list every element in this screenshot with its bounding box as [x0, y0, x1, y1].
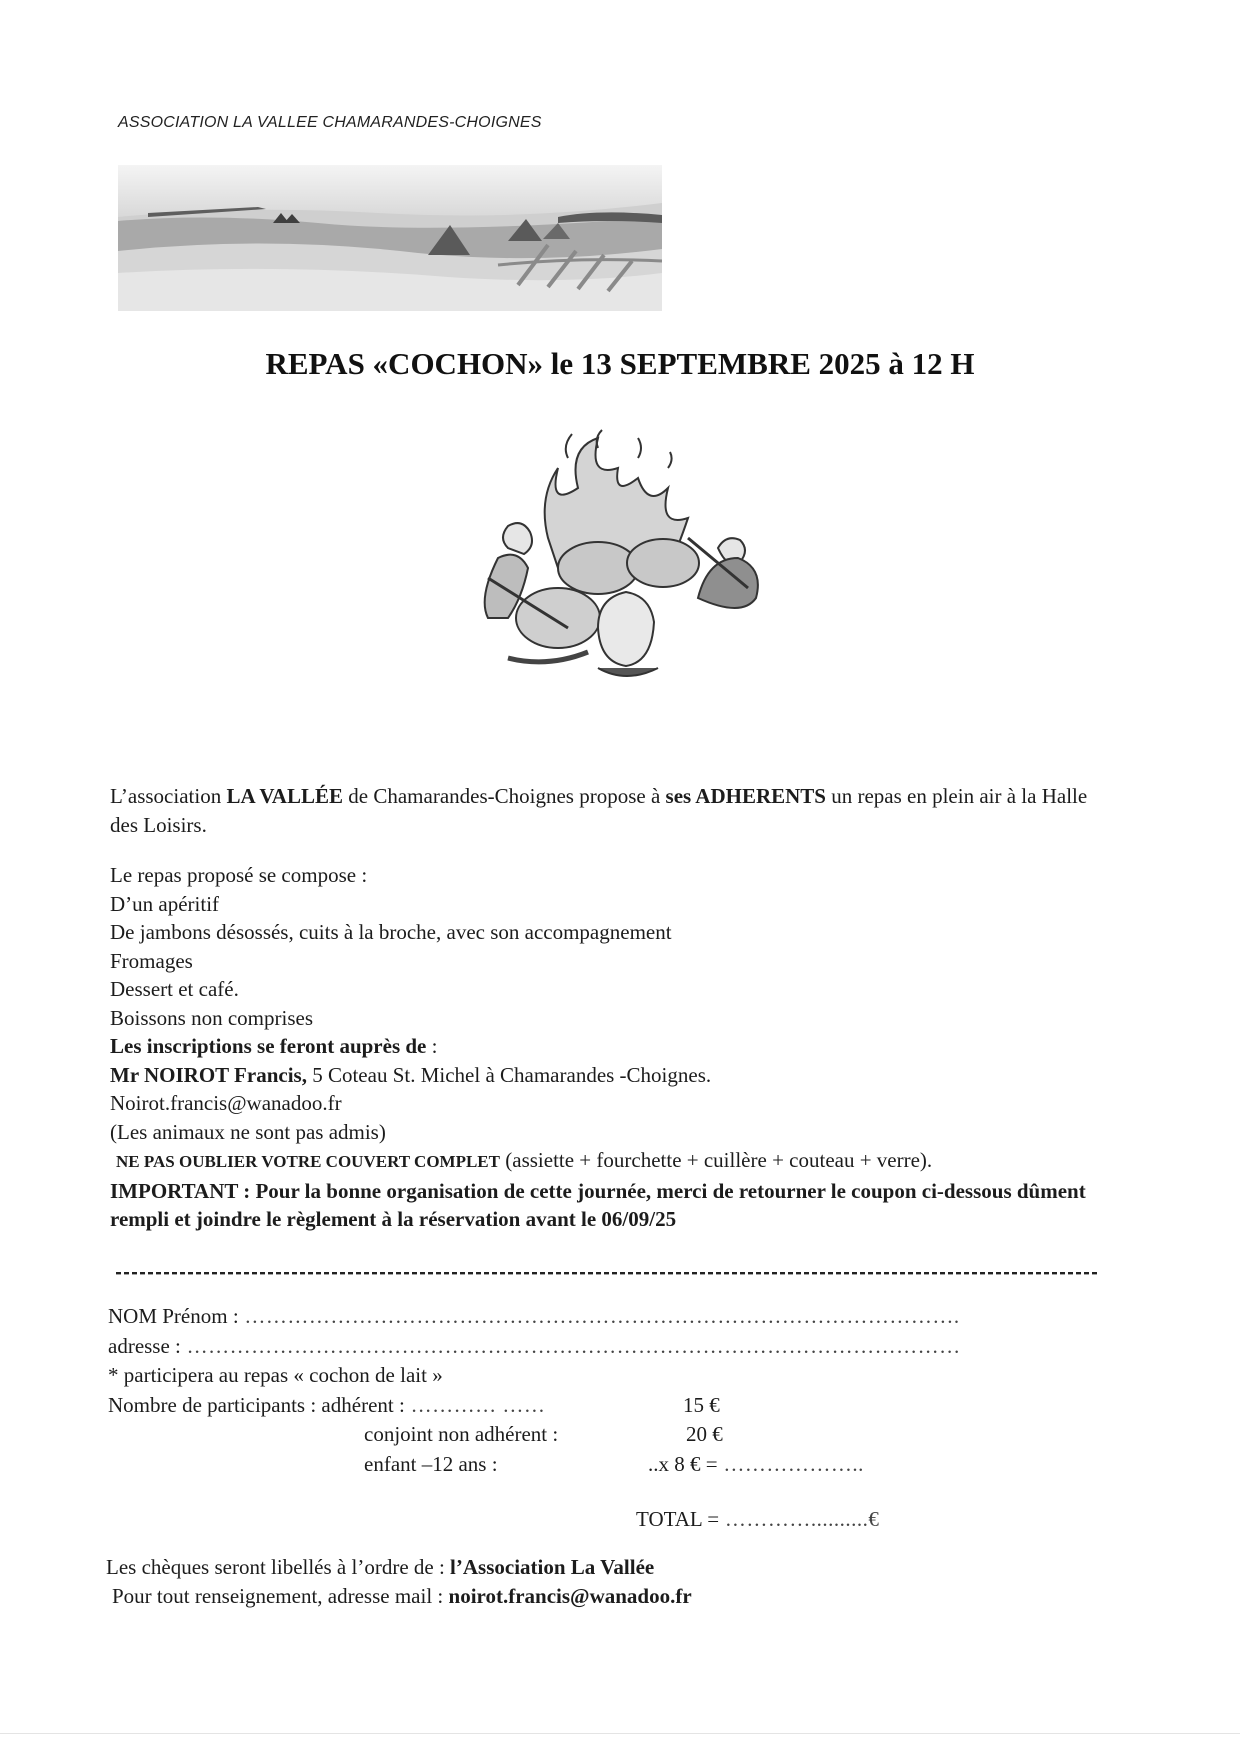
enfant-multiplier: ..x 8 € = [648, 1451, 718, 1476]
menu-item: D’un apéritif [110, 891, 220, 916]
menu-item: Boissons non comprises [110, 1005, 314, 1030]
important-text: Pour la bonne organisation de cette journée, merci de retourner le coupon ci-dessous dûment rempli et joindre le règlement à la réservation avant le 06/09/25 [110, 1178, 1086, 1231]
total-row [108, 1505, 1108, 1535]
important-paragraph [110, 1177, 1120, 1234]
enfant-label: enfant –12 ans : [364, 1451, 498, 1476]
total-amount-dots[interactable]: …………..........€ [719, 1507, 880, 1531]
menu-item: Dessert et café. [110, 977, 239, 1001]
info-line [106, 1582, 692, 1611]
participants-label: Nombre de participants : adhérent : [108, 1392, 405, 1417]
cut-line-divider [116, 1272, 1100, 1274]
intro-paragraph [110, 782, 1120, 839]
menu-item: Fromages [110, 948, 193, 973]
participation-line [108, 1361, 1108, 1391]
address-field-row[interactable] [108, 1332, 1108, 1362]
association-name: LA VALLÉE [226, 784, 344, 808]
cheques-line [106, 1553, 692, 1582]
intro-text: un repas en plein air à la Halle des Loisirs. [110, 784, 1088, 837]
info-text: Pour tout renseignement, adresse mail : [112, 1584, 449, 1608]
menu-item: De jambons désossés, cuits à la broche, avec son accompagnement [110, 920, 672, 944]
adherents-emphasis: ses ADHERENTS [665, 784, 826, 808]
menu-lead: Le repas proposé se compose : [110, 863, 368, 887]
payment-footer [106, 1553, 692, 1611]
adherent-row [108, 1391, 1108, 1421]
address-fill-dots[interactable]: ……………………………………………………………………………………………… [180, 1333, 961, 1358]
registration-coupon [108, 1302, 1108, 1535]
name-field-row[interactable] [108, 1302, 1108, 1332]
couvert-emphasis: NE PAS OUBLIER VOTRE COUVERT COMPLET [116, 1152, 500, 1171]
intro-text: de Chamarandes-Choignes propose à [343, 784, 666, 808]
adherent-count-dots[interactable]: ………… …… [404, 1392, 546, 1417]
intro-text: L’association [110, 784, 227, 808]
organization-header: ASSOCIATION LA VALLEE CHAMARANDES-CHOIGNES [118, 114, 542, 131]
couvert-details: (assiette + fourchette + cuillère + couteau + verre). [500, 1148, 933, 1172]
adherent-price: 15 € [683, 1392, 720, 1417]
total-label: TOTAL = [636, 1507, 720, 1531]
address-label: adresse : [108, 1333, 181, 1358]
page-title: REPAS «COCHON» le 13 SEPTEMBRE 2025 à 12 H [265, 346, 975, 381]
inscriptions-label: Les inscriptions se feront auprès de [110, 1034, 427, 1058]
enfant-amount-dots[interactable]: ……………….. [717, 1451, 864, 1476]
important-label: IMPORTANT : [110, 1178, 251, 1203]
animals-note: (Les animaux ne sont pas admis) [110, 1119, 386, 1144]
colon: : [426, 1034, 438, 1058]
inscriptions-line [110, 1032, 1120, 1061]
event-description [110, 782, 1120, 1234]
page-bottom-edge [0, 1733, 1240, 1734]
couvert-line [110, 1146, 1120, 1177]
contact-email[interactable]: Noirot.francis@wanadoo.fr [110, 1091, 342, 1115]
roasting-pig-illustration-image [448, 428, 788, 710]
info-email[interactable]: noirot.francis@wanadoo.fr [448, 1584, 692, 1608]
cheques-text: Les chèques seront libellés à l’ordre de : [106, 1555, 451, 1579]
conjoint-label: conjoint non adhérent : [364, 1422, 559, 1446]
contact-address: 5 Coteau St. Michel à Chamarandes -Choignes. [306, 1062, 712, 1087]
landscape-banner-image [118, 165, 662, 311]
name-label: NOM Prénom : [108, 1304, 239, 1328]
conjoint-row [108, 1420, 1108, 1450]
enfant-row [108, 1450, 1108, 1480]
name-fill-dots[interactable]: ………………………………………………………………………………………. [238, 1304, 960, 1328]
total-line [636, 1505, 879, 1535]
enfant-calculation [648, 1450, 864, 1480]
contact-name: Mr NOIROT Francis, [110, 1062, 307, 1087]
conjoint-price: 20 € [686, 1422, 723, 1446]
participation-text: * participera au repas « cochon de lait » [108, 1363, 443, 1387]
contact-line [110, 1061, 1120, 1090]
cheques-payee: l’Association La Vallée [450, 1555, 655, 1579]
